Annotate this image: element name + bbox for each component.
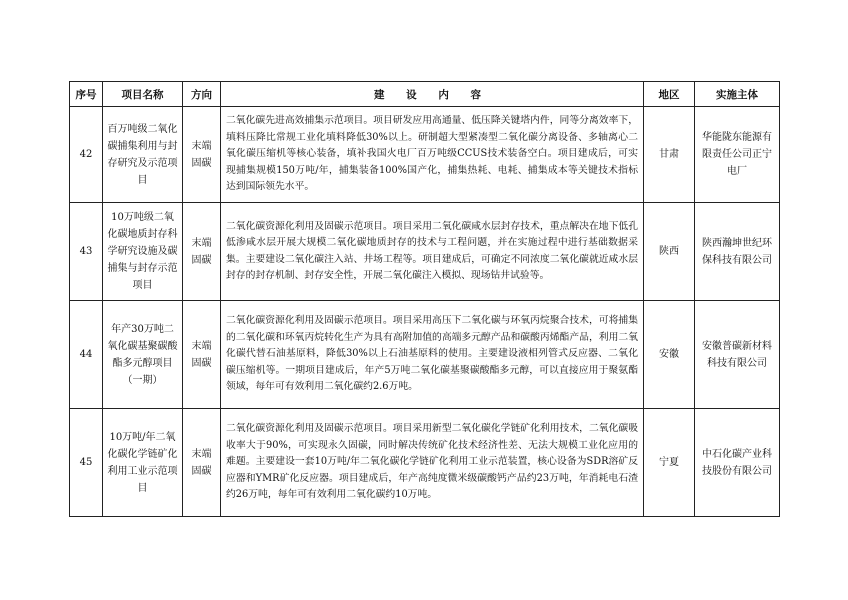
row-direction: 末端固碳 (183, 301, 221, 409)
row-direction: 末端固碳 (183, 203, 221, 301)
row-content: 二氧化碳资源化利用及固碳示范项目。项目采用二氧化碳咸水层封存技术，重点解决在地下低孔低渗咸水层开展大规模二氧化碳地质封存的技术与工程问题，并在实施过程中进行基础数据采集。主要建设二氧化碳注入站、井场工程等。项目建成后，可确定不同浓度二氧化碳就近咸水层封存的封存机制、封存安全性，开展二氧化碳注入模拟、现场钻井试验等。 (221, 203, 644, 301)
row-region: 宁夏 (644, 409, 695, 517)
row-content: 二氧化碳资源化利用及固碳示范项目。项目采用高压下二氧化碳与环氧丙烷聚合技术，可将捕集的二氧化碳和环氧丙烷转化生产为具有高附加值的高端多元醇产品和碳酸丙烯酯产品，利用二氧化碳代替石油基原料，降低30%以上石油基原料的使用。主要建设液相列管式反应器、二氧化碳压缩机等。一期项目建成后，年产5万吨二氧化碳基聚碳酸酯多元醇，可以直接应用于聚氨酯领域，每年可有效利用二氧化碳约2.6万吨。 (221, 301, 644, 409)
header-no: 序号 (70, 82, 103, 107)
row-content: 二氧化碳资源化利用及固碳示范项目。项目采用新型二氧化碳化学链矿化利用技术，二氧化碳吸收率大于90%，可实现永久固碳，同时解决传统矿化技术经济性差、无法大规模工业化应用的难题。主要建设一套10万吨/年二氧化碳化学链矿化利用工业示范装置，核心设备为SDR溶矿反应器和YMR矿化反应器。项目建成后，年产高纯度微米级碳酸钙产品约23万吨，年消耗电石渣约26万吨，每年可有效利用二氧化碳约10万吨。 (221, 409, 644, 517)
header-region: 地区 (644, 82, 695, 107)
row-no: 45 (70, 409, 103, 517)
row-org: 陕西瀚坤世纪环保科技有限公司 (695, 203, 780, 301)
table-header-row (70, 82, 780, 107)
row-org: 中石化碳产业科技股份有限公司 (695, 409, 780, 517)
header-content: 建 设 内 容 (221, 82, 644, 107)
table-row (70, 203, 780, 301)
header-direction: 方向 (183, 82, 221, 107)
row-region: 甘肃 (644, 107, 695, 203)
row-content: 二氧化碳先进高效捕集示范项目。项目研发应用高通量、低压降关键塔内件，同等分离效率下，填料压降比常规工业化填料降低30%以上。研制超大型紧凑型二氧化碳分离设备、多轴离心二氧化碳压缩机等核心装备，填补我国火电厂百万吨级CCUS技术装备空白。项目建成后，可实现捕集规模150万吨/年，捕集装备100%国产化，捕集热耗、电耗、捕集成本等关键技术指标达到国际领先水平。 (221, 107, 644, 203)
row-org: 安徽普碳新材料科技有限公司 (695, 301, 780, 409)
row-no: 44 (70, 301, 103, 409)
row-region: 安徽 (644, 301, 695, 409)
table-row (70, 107, 780, 203)
row-org: 华能陇东能源有限责任公司正宁电厂 (695, 107, 780, 203)
header-name: 项目名称 (103, 82, 183, 107)
project-table (69, 81, 780, 517)
row-no: 42 (70, 107, 103, 203)
row-direction: 末端固碳 (183, 107, 221, 203)
table-row (70, 409, 780, 517)
table-row (70, 301, 780, 409)
row-no: 43 (70, 203, 103, 301)
row-direction: 末端固碳 (183, 409, 221, 517)
header-org: 实施主体 (695, 82, 780, 107)
row-region: 陕西 (644, 203, 695, 301)
row-name: 10万吨/年二氧化碳化学链矿化利用工业示范项目 (103, 409, 183, 517)
row-name: 10万吨级二氧化碳地质封存科学研究设施及碳捕集与封存示范项目 (103, 203, 183, 301)
row-name: 百万吨级二氧化碳捕集利用与封存研究及示范项目 (103, 107, 183, 203)
row-name: 年产30万吨二氧化碳基聚碳酸酯多元醇项目（一期） (103, 301, 183, 409)
